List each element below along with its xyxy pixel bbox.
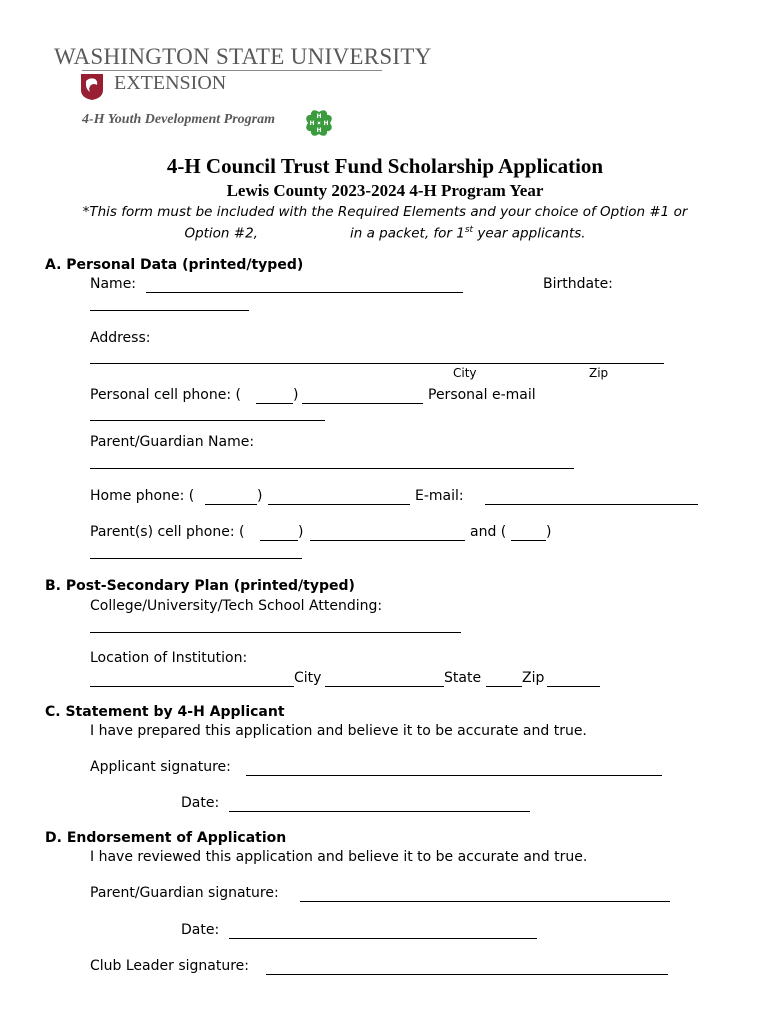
birthdate-field[interactable] xyxy=(90,310,249,311)
name-label: Name: xyxy=(90,276,137,292)
and-paren: ) xyxy=(546,524,552,540)
parent-cell-number-field[interactable] xyxy=(310,540,465,541)
name-field[interactable] xyxy=(146,292,463,293)
location-state-field[interactable] xyxy=(325,686,444,687)
guardian-date-label: Date: xyxy=(181,922,220,938)
applicant-signature-label: Applicant signature: xyxy=(90,759,231,775)
svg-text:H: H xyxy=(309,120,315,127)
wsu-name: WASHINGTON STATE UNIVERSITY xyxy=(54,44,432,69)
location-zip-pre-field[interactable] xyxy=(486,686,522,687)
club-leader-signature-field[interactable] xyxy=(266,974,668,975)
location-state-label: State xyxy=(444,670,482,686)
svg-text:H: H xyxy=(323,120,329,127)
program-name: 4-H Youth Development Program xyxy=(82,112,276,127)
personal-cell-number-field[interactable] xyxy=(302,403,423,404)
zip-caption: Zip xyxy=(589,366,609,380)
four-leaf-clover-icon xyxy=(302,106,336,140)
section-b-heading: B. Post-Secondary Plan (printed/typed) xyxy=(45,578,355,594)
note-year-text: year applicants. xyxy=(473,225,586,242)
svg-text:H: H xyxy=(316,113,322,120)
logo-rule xyxy=(82,70,382,71)
applicant-signature-field[interactable] xyxy=(246,775,662,776)
personal-email-label: Personal e-mail xyxy=(428,387,536,403)
guardian-name-label: Parent/Guardian Name: xyxy=(90,434,255,450)
club-leader-signature-label: Club Leader signature: xyxy=(90,958,249,974)
note-packet-text: in a packet, for 1 xyxy=(349,225,465,242)
form-subtitle: Lewis County 2023-2024 4-H Program Year xyxy=(226,181,544,200)
parent-cell-paren: ) xyxy=(298,524,304,540)
guardian-signature-label: Parent/Guardian signature: xyxy=(90,885,279,901)
applicant-date-field[interactable] xyxy=(229,811,530,812)
home-phone-area-code-field[interactable] xyxy=(205,504,257,505)
svg-text:H: H xyxy=(316,127,322,134)
location-zip-field[interactable] xyxy=(547,686,600,687)
cougar-shield-icon xyxy=(80,73,104,101)
personal-cell-area-code-field[interactable] xyxy=(256,403,293,404)
email-label: E-mail: xyxy=(415,488,464,504)
home-phone-label: Home phone: ( xyxy=(90,488,195,504)
parent-cell-area-code-field[interactable] xyxy=(260,540,298,541)
address-label: Address: xyxy=(90,330,151,346)
personal-cell-label: Personal cell phone: ( xyxy=(90,387,241,403)
parent-cell-2-area-code-field[interactable] xyxy=(511,540,546,541)
college-field[interactable] xyxy=(90,632,461,633)
personal-cell-paren: ) xyxy=(293,387,299,403)
applicant-date-label: Date: xyxy=(181,795,220,811)
location-city-field[interactable] xyxy=(90,686,294,687)
college-label: College/University/Tech School Attending: xyxy=(90,598,383,614)
email-field[interactable] xyxy=(485,504,698,505)
note-superscript: st xyxy=(464,225,474,235)
guardian-name-field[interactable] xyxy=(90,468,574,469)
location-city-label: City xyxy=(294,670,322,686)
location-zip-label: Zip xyxy=(522,670,545,686)
note-option-2: Option #2, xyxy=(184,225,258,242)
form-title: 4-H Council Trust Fund Scholarship Application xyxy=(166,154,604,178)
section-d-heading: D. Endorsement of Application xyxy=(45,830,287,846)
address-field[interactable] xyxy=(90,363,664,364)
extension-name: EXTENSION xyxy=(114,72,227,94)
parent-cell-label: Parent(s) cell phone: ( xyxy=(90,524,245,540)
guardian-date-field[interactable] xyxy=(229,938,537,939)
guardian-signature-field[interactable] xyxy=(300,901,670,902)
birthdate-label: Birthdate: xyxy=(543,276,613,292)
endorsement-statement: I have reviewed this application and believe it to be accurate and true. xyxy=(90,849,588,865)
note-line-1: *This form must be included with the Required Elements and your choice of Option #1 or xyxy=(82,204,688,220)
section-a-heading: A. Personal Data (printed/typed) xyxy=(45,257,304,273)
note-line-2 xyxy=(40,221,730,243)
wsu-extension-logo xyxy=(52,42,432,142)
applicant-statement: I have prepared this application and believe it to be accurate and true. xyxy=(90,723,587,739)
personal-email-field[interactable] xyxy=(90,420,325,421)
location-label: Location of Institution: xyxy=(90,650,248,666)
parent-cell-2-number-field[interactable] xyxy=(90,558,302,559)
and-label: and ( xyxy=(470,524,507,540)
section-c-heading: C. Statement by 4-H Applicant xyxy=(45,704,285,720)
home-phone-number-field[interactable] xyxy=(268,504,410,505)
city-caption: City xyxy=(453,366,477,380)
form-note xyxy=(40,203,730,243)
home-phone-paren: ) xyxy=(257,488,263,504)
